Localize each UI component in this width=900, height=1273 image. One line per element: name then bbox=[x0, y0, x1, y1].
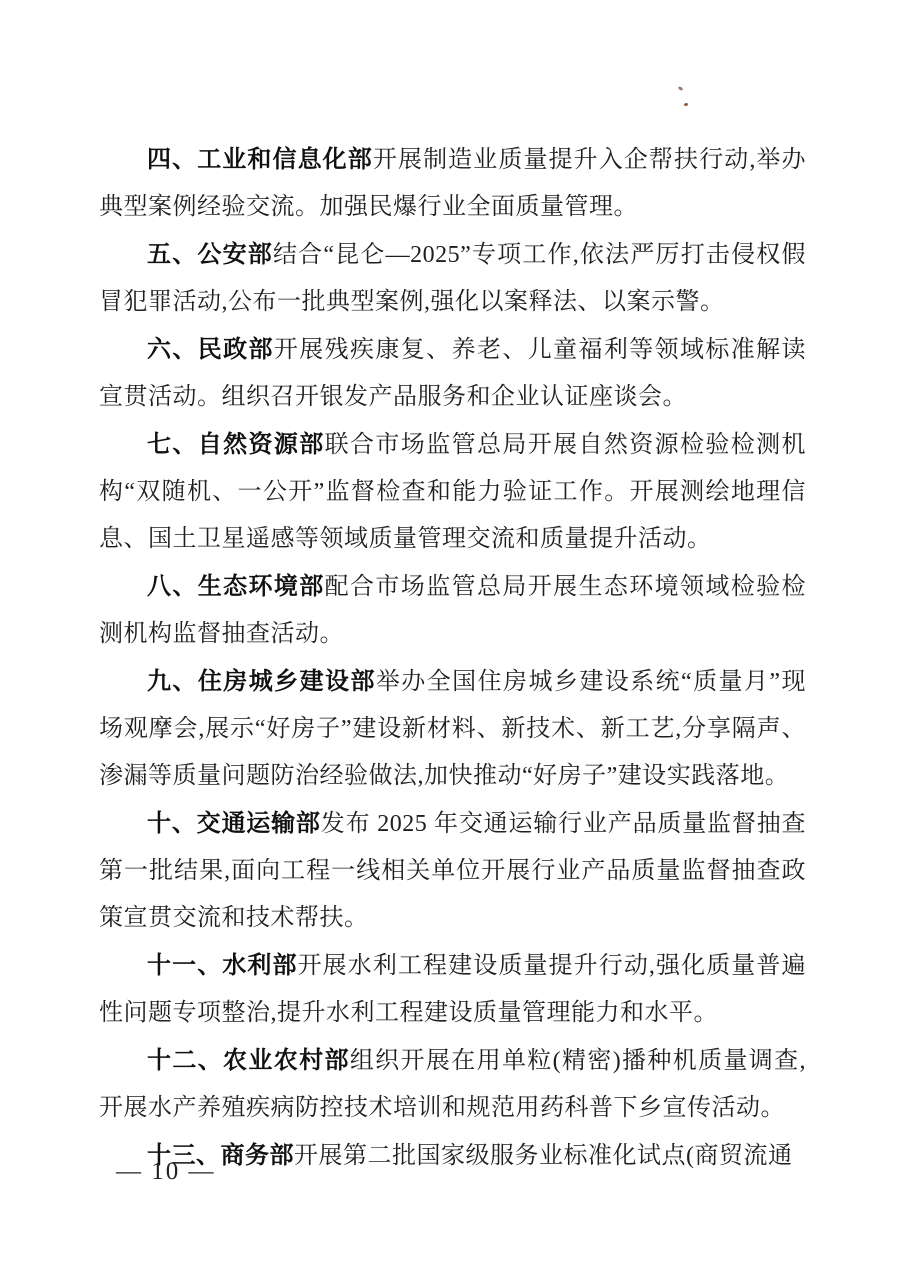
paragraph-text: 开展第二批国家级服务业标准化试点(商贸流通 bbox=[294, 1143, 793, 1169]
paragraph-text: 发布 2025 年交通运输行业产品质量监督抽查第一批结果,面向工程一线相关单位开展行业产品质量监督抽查政策宣贯交流和技术帮扶。 bbox=[99, 811, 807, 931]
paragraph-text: 开展残疾康复、养老、儿童福利等领域标准解读宣贯活动。组织召开银发产品服务和企业认证座谈会。 bbox=[99, 337, 807, 410]
ministry-name-transport: 十、交通运输部 bbox=[147, 810, 321, 837]
paragraph-text: 联合市场监管总局开展自然资源检验检测机构“双随机、一公开”监督检查和能力验证工作。开展测绘地理信息、国土卫星遥感等领域质量管理交流和质量提升活动。 bbox=[99, 432, 807, 552]
paragraph-text: 配合市场监管总局开展生态环境领域检验检测机构监督抽查活动。 bbox=[99, 574, 807, 647]
page-number: — 10 — bbox=[116, 1158, 216, 1185]
scan-speck bbox=[678, 86, 684, 91]
scan-speck bbox=[684, 102, 689, 106]
ministry-name-natural-resources: 七、自然资源部 bbox=[147, 431, 325, 458]
paragraph-text: 结合“昆仑—2025”专项工作,依法严厉打击侵权假冒犯罪活动,公布一批典型案例,强化以案释法、以案示警。 bbox=[99, 242, 806, 315]
paragraph-text: 举办全国住房城乡建设系统“质量月”现场观摩会,展示“好房子”建设新材料、新技术、新工艺,分享隔声、渗漏等质量问题防治经验做法,加快推动“好房子”建设实践落地。 bbox=[99, 669, 806, 789]
list-item-11 bbox=[99, 942, 806, 1037]
list-item-7 bbox=[99, 421, 806, 563]
ministry-name-civil-affairs: 六、民政部 bbox=[147, 336, 274, 363]
list-item-8 bbox=[99, 563, 806, 658]
list-item-10 bbox=[99, 800, 806, 942]
list-item-4 bbox=[99, 136, 806, 231]
document-body bbox=[99, 136, 806, 1180]
paragraph-text: 组织开展在用单粒(精密)播种机质量调查,开展水产养殖疾病防控技术培训和规范用药科普下乡宣传活动。 bbox=[99, 1048, 807, 1121]
paragraph-text: 开展制造业质量提升入企帮扶行动,举办典型案例经验交流。加强民爆行业全面质量管理。 bbox=[99, 147, 807, 220]
ministry-name-housing-urban-rural: 九、住房城乡建设部 bbox=[147, 668, 376, 695]
paragraph-text: 开展水利工程建设质量提升行动,强化质量普遍性问题专项整治,提升水利工程建设质量管理能力和水平。 bbox=[99, 953, 806, 1026]
ministry-name-commerce: 十三、商务部 bbox=[147, 1142, 294, 1169]
ministry-name-public-security: 五、公安部 bbox=[147, 241, 273, 268]
ministry-name-agriculture-rural: 十二、农业农村部 bbox=[147, 1047, 350, 1074]
ministry-name-ecology-environment: 八、生态环境部 bbox=[147, 573, 325, 600]
list-item-12 bbox=[99, 1037, 806, 1132]
list-item-6 bbox=[99, 326, 806, 421]
list-item-5 bbox=[99, 231, 806, 326]
ministry-name-miit: 四、工业和信息化部 bbox=[147, 146, 373, 173]
list-item-9 bbox=[99, 658, 806, 800]
ministry-name-water-resources: 十一、水利部 bbox=[147, 952, 298, 979]
